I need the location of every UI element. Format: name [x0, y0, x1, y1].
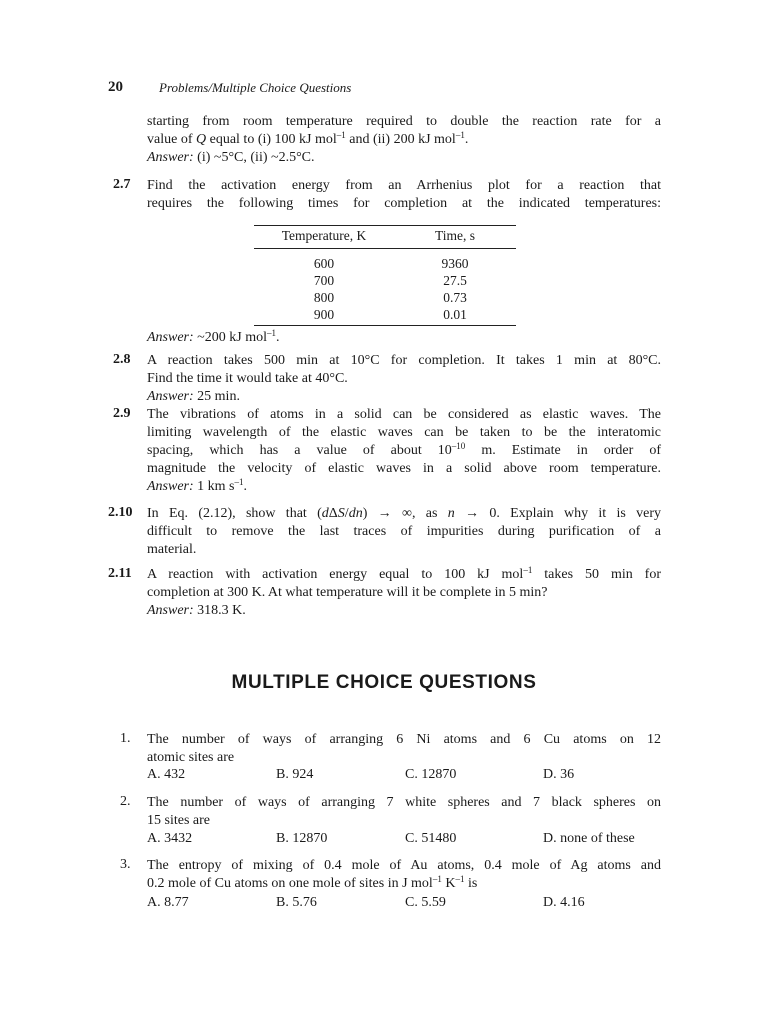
question-number: 1.: [120, 731, 131, 746]
problem-2-7: [147, 177, 661, 213]
answer: Answer: (i) ~5°C, (ii) ~2.5°C.: [147, 150, 315, 165]
text-line: limiting wavelength of the elastic waves can be taken to be the interatomic: [147, 425, 661, 440]
question-1: [147, 731, 661, 767]
answer: Answer: 1 km $s^{-1}$.: [147, 477, 248, 494]
text-line: starting from room temperature required to double the reaction rate for a: [147, 114, 661, 129]
text-line: completion at 300 K. At what temperature will it be complete in 5 min?: [147, 585, 548, 600]
text-line: The entropy of mixing of 0.4 mole of Au atoms, 0.4 mole of Ag atoms and: [147, 858, 661, 873]
option-a: A. 3432: [147, 831, 193, 846]
running-header: Problems/Multiple Choice Questions: [159, 80, 352, 95]
text-line: spacing, which has a value of about $10^{-10}$ m. Estimate in order of: [147, 441, 661, 458]
question-2: [147, 794, 661, 830]
option-c: C. 5.59: [405, 895, 446, 910]
text-line: A reaction with activation energy equal to 100 kJ mol$^{-1}$ takes 50 min for: [147, 565, 661, 582]
text-line: difficult to remove the last traces of impurities during purification of a: [147, 524, 661, 539]
answer: Answer: 318.3 K.: [147, 603, 246, 618]
problem-number: 2.11: [108, 566, 132, 581]
section-heading: MULTIPLE CHOICE QUESTIONS: [231, 672, 537, 693]
table-cell: 600: [313, 256, 335, 271]
text-line: magnitude the velocity of elastic waves in a solid above room temperature.: [147, 461, 661, 476]
problem-number: 2.10: [108, 505, 133, 520]
table-cell: 0.01: [394, 306, 516, 326]
table-row: [254, 289, 516, 306]
table-row: [254, 249, 516, 273]
answer: Answer: 25 min.: [147, 389, 240, 404]
text-line: material.: [147, 542, 197, 557]
text-line: requires the following times for completion at the indicated temperatures:: [147, 196, 661, 211]
table-row: [254, 306, 516, 326]
problem-number: 2.7: [113, 177, 131, 192]
text-line: value of Q equal to (i) 100 kJ mol$^{-1}$ and (ii) 200 kJ mol$^{-1}$.: [147, 130, 469, 147]
problem-number: 2.8: [113, 352, 131, 367]
text-line: The number of ways of arranging 6 Ni atoms and 6 Cu atoms on 12: [147, 732, 661, 747]
table-cell: 27.5: [443, 273, 467, 288]
option-c: C. 51480: [405, 831, 457, 846]
column-header-temperature: Temperature, K: [254, 226, 394, 249]
table-cell: 900: [254, 306, 394, 326]
question-number: 2.: [120, 794, 131, 809]
option-d: D. none of these: [543, 831, 635, 846]
text-line: Find the time it would take at 40°C.: [147, 371, 348, 386]
problem-2-9: [147, 406, 661, 496]
text-line: In Eq. (2.12), show that (dΔS/dn) → ∞, as n → 0. Explain why it is very: [147, 506, 661, 521]
text-line: A reaction takes 500 min at 10°C for completion. It takes 1 min at 80°C.: [147, 353, 661, 368]
problem-2-10: [147, 505, 661, 559]
option-b: B. 12870: [276, 831, 328, 846]
column-header-time: Time, s: [394, 226, 516, 249]
text-line: atomic sites are: [147, 750, 235, 765]
problem-2-7-answer: [147, 329, 661, 347]
text-line: 15 sites are: [147, 813, 210, 828]
problem-number: 2.9: [113, 406, 131, 421]
page-number: 20: [108, 79, 123, 95]
option-b: B. 5.76: [276, 895, 317, 910]
option-a: A. 432: [147, 767, 186, 782]
table-cell: 9360: [441, 256, 469, 271]
option-d: D. 36: [543, 767, 575, 782]
table-row: [254, 272, 516, 289]
text-line: The number of ways of arranging 7 white spheres and 7 black spheres on: [147, 795, 661, 810]
option-c: C. 12870: [405, 767, 457, 782]
problem-2-6-continuation: [147, 113, 661, 167]
question-3: [147, 857, 661, 893]
text-line: The vibrations of atoms in a solid can be considered as elastic waves. The: [147, 407, 661, 422]
question-number: 3.: [120, 857, 131, 872]
option-a: A. 8.77: [147, 895, 189, 910]
text-line: Find the activation energy from an Arrhenius plot for a reaction that: [147, 178, 661, 193]
table-header-row: [254, 226, 516, 249]
option-d: D. 4.16: [543, 895, 585, 910]
table-cell: 700: [313, 273, 335, 288]
table-cell: 800: [313, 290, 335, 305]
table-cell: 0.73: [443, 290, 467, 305]
problem-2-8: [147, 352, 661, 406]
temperature-time-table: [254, 225, 516, 326]
text-line: 0.2 mole of Cu atoms on one mole of sites in J mol$^{-1}$ $K^{-1}$ is: [147, 874, 478, 891]
answer: Answer: ~200 kJ mol$^{-1}$.: [147, 328, 280, 345]
option-b: B. 924: [276, 767, 314, 782]
problem-2-11: [147, 566, 661, 620]
